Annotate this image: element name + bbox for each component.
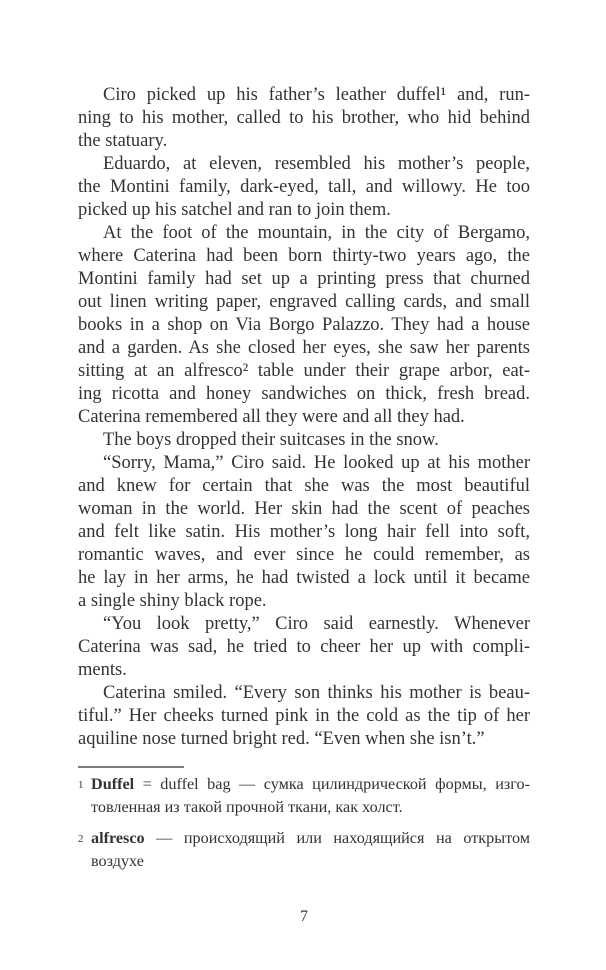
text-line: Eduardo, at eleven, resembled his mother’s people, xyxy=(103,154,530,174)
text-line: and a garden. As she closed her eyes, she saw her parents xyxy=(78,338,530,358)
text-line: Ciro picked up his father’s leather duffel¹ and, run- xyxy=(103,85,530,105)
paragraph xyxy=(78,84,530,153)
paragraph xyxy=(78,153,530,222)
footnote-marker: 1 xyxy=(78,779,84,791)
footnote xyxy=(78,827,530,873)
paragraph xyxy=(78,452,530,613)
footnote-text: = duffel bag — сумка цилиндрической формы, изго- xyxy=(134,775,530,793)
text-line: and knew for certain that she was the most beautiful xyxy=(78,476,530,496)
text-line: Caterina remembered all they were and all they had. xyxy=(78,407,465,427)
text-line: ing ricotta and honey sandwiches on thick, fresh bread. xyxy=(78,384,530,404)
text-line: where Caterina had been born thirty-two years ago, the xyxy=(78,246,530,266)
text-line: aquiline nose turned bright red. “Even when she isn’t.” xyxy=(78,729,485,749)
text-line: Caterina smiled. “Every son thinks his mother is beau- xyxy=(103,683,530,703)
body-text xyxy=(78,84,530,751)
text-line: books in a shop on Via Borgo Palazzo. They had a house xyxy=(78,315,530,335)
text-line: and felt like satin. His mother’s long hair fell into soft, xyxy=(78,522,530,542)
footnote-line xyxy=(91,773,530,796)
footnote-line xyxy=(91,827,530,850)
text-line: tiful.” Her cheeks turned pink in the cold as the tip of her xyxy=(78,706,530,726)
text-line: ments. xyxy=(78,660,127,680)
text-line: he lay in her arms, he had twisted a lock until it became xyxy=(78,568,530,588)
text-line: the statuary. xyxy=(78,131,168,151)
page-number: 7 xyxy=(300,908,308,925)
text-line: a single shiny black rope. xyxy=(78,591,267,611)
text-line: romantic waves, and ever since he could remember, as xyxy=(78,545,530,565)
text-line: Montini family had set up a printing press that churned xyxy=(78,269,530,289)
text-line: woman in the world. Her skin had the scent of peaches xyxy=(78,499,530,519)
text-line: picked up his satchel and ran to join them. xyxy=(78,200,391,220)
paragraph xyxy=(78,222,530,429)
paragraph xyxy=(78,613,530,682)
paragraph xyxy=(78,429,530,452)
text-line: Caterina was sad, he tried to cheer her up with compli- xyxy=(78,637,530,657)
paragraph xyxy=(78,682,530,751)
text-line: the Montini family, dark-eyed, tall, and willowy. He too xyxy=(78,177,530,197)
text-line: At the foot of the mountain, in the city of Bergamo, xyxy=(103,223,530,243)
footnote-marker: 2 xyxy=(78,833,84,845)
footnote-term: Duffel xyxy=(91,775,135,793)
text-line: “You look pretty,” Ciro said earnestly. Whenever xyxy=(103,614,530,634)
footnote-line: воздухе xyxy=(91,852,144,870)
text-line: “Sorry, Mama,” Ciro said. He looked up at his mother xyxy=(103,453,530,473)
text-line: sitting at an alfresco² table under their grape arbor, eat- xyxy=(78,361,530,381)
footnote-term: alfresco xyxy=(91,829,145,847)
footnote-line: товленная из такой прочной ткани, как холст. xyxy=(91,798,403,816)
text-line: ning to his mother, called to his brother, who hid behind xyxy=(78,108,530,128)
text-line: The boys dropped their suitcases in the snow. xyxy=(103,430,439,450)
footnotes-section xyxy=(78,773,530,881)
text-line: out linen writing paper, engraved calling cards, and small xyxy=(78,292,530,312)
footnote-separator xyxy=(78,766,184,768)
footnote-text: — происходящий или находящийся на открытом xyxy=(144,829,530,847)
footnote xyxy=(78,773,530,819)
